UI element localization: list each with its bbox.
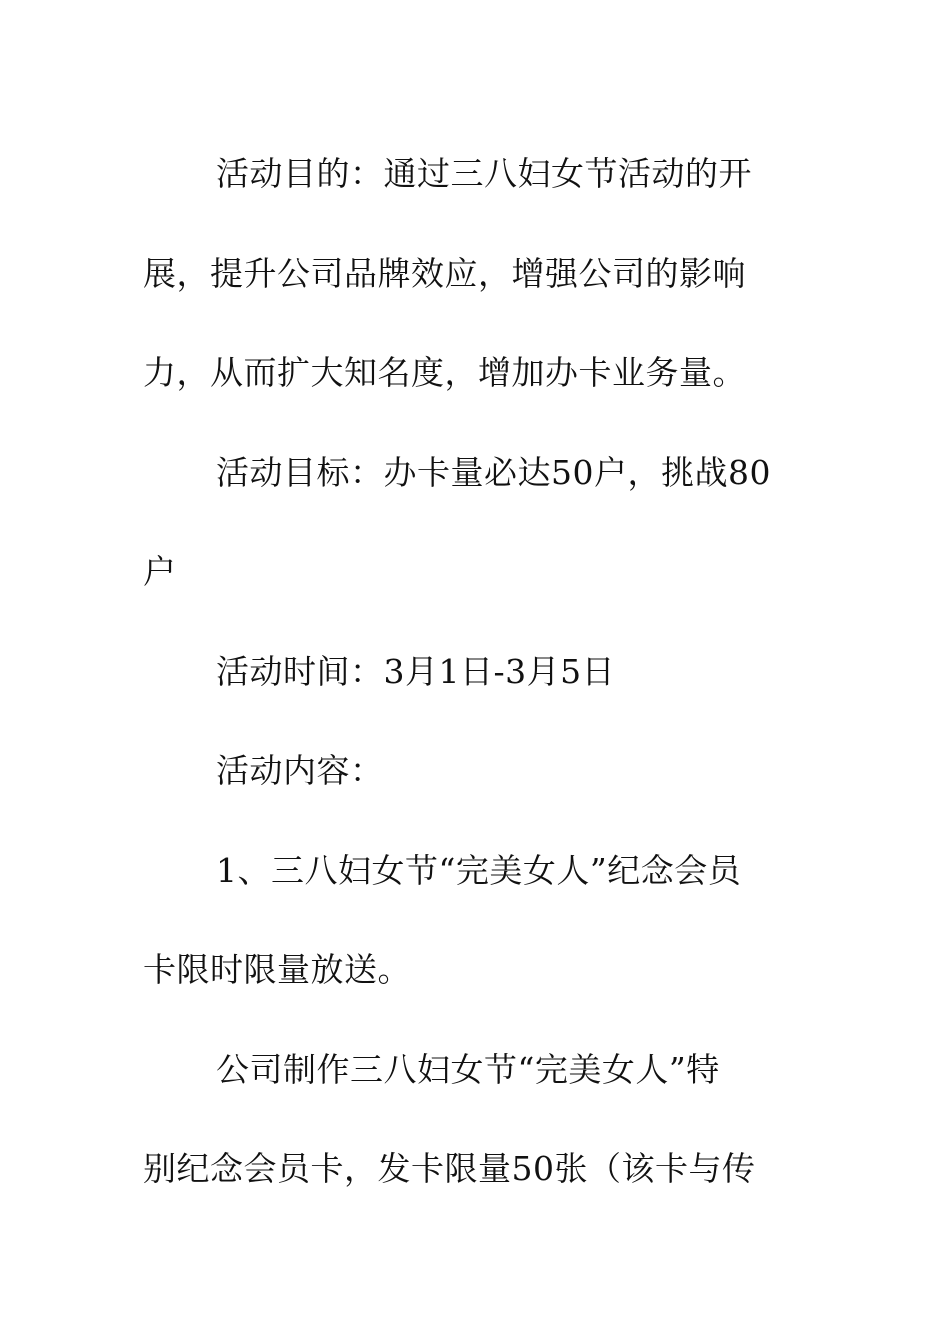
paragraph-activity-purpose — [143, 124, 803, 423]
text-line: 别纪念会员卡，发卡限量50张（该卡与传 — [143, 1149, 756, 1188]
document-body — [143, 124, 803, 1219]
text-line: 活动内容： — [216, 751, 384, 790]
text-line: 公司制作三八妇女节“完美女人”特 — [216, 1049, 720, 1089]
text-line: 活动时间：3月1日-3月5日 — [216, 651, 616, 691]
text-line: 卡限时限量放送。 — [143, 950, 411, 989]
text-line: 1、三八妇女节“完美女人”纪念会员 — [216, 850, 742, 890]
text-line: 力，从而扩大知名度，增加办卡业务量。 — [143, 353, 746, 392]
paragraph-activity-time — [143, 622, 803, 722]
paragraph-item-1 — [143, 821, 803, 1020]
text-line: 活动目的：通过三八妇女节活动的开 — [216, 154, 752, 193]
text-line: 活动目标：办卡量必达50户，挑战80 — [216, 452, 771, 492]
paragraph-card-description — [143, 1020, 803, 1219]
text-line: 户 — [143, 552, 177, 591]
text-line: 展，提升公司品牌效应，增强公司的影响 — [143, 253, 746, 293]
paragraph-activity-target — [143, 423, 803, 622]
paragraph-activity-content-heading — [143, 721, 803, 821]
